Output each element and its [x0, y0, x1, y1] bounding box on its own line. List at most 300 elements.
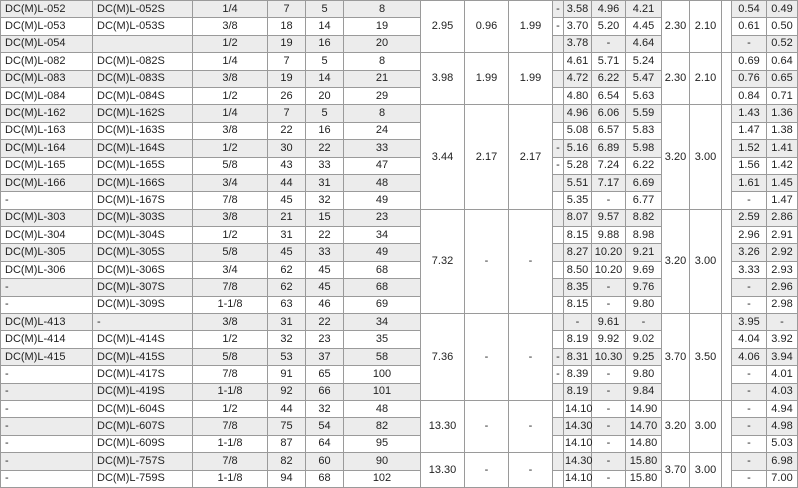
value-cell: 7.00	[767, 470, 798, 487]
value-cell: 87	[268, 435, 306, 452]
value-cell: -	[592, 418, 626, 435]
value-cell: 101	[344, 383, 421, 400]
dash-cell	[553, 331, 564, 348]
value-cell: 94	[268, 470, 306, 487]
value-cell: 68	[344, 261, 421, 278]
value-cell: 1.42	[767, 157, 798, 174]
table-row	[1, 400, 798, 417]
model-cell: DC(M)L-162	[1, 105, 93, 122]
value-cell: -	[732, 453, 767, 470]
value-cell: 0.71	[767, 87, 798, 104]
value-cell: 8.35	[564, 279, 592, 296]
value-cell: 62	[268, 279, 306, 296]
model-cell: DC(M)L-082	[1, 53, 93, 70]
value-cell: 65	[306, 366, 344, 383]
model-s-cell: DC(M)L-305S	[93, 244, 193, 261]
value-cell: 19	[268, 35, 306, 52]
value-cell: 1.52	[732, 140, 767, 157]
value-cell: 8	[344, 1, 421, 18]
value-cell: 9.57	[592, 209, 626, 226]
value-cell: 0.49	[767, 1, 798, 18]
value-cell: 3.70	[564, 18, 592, 35]
value-cell: -	[592, 296, 626, 313]
group-value-cell: -	[465, 400, 509, 452]
group-value-cell: -	[509, 453, 553, 488]
spacer-cell	[722, 105, 732, 209]
value-cell: 3.94	[767, 348, 798, 365]
model-s-cell: DC(M)L-084S	[93, 87, 193, 104]
model-s-cell: DC(M)L-303S	[93, 209, 193, 226]
value-cell: 68	[344, 279, 421, 296]
value-cell: 9.76	[626, 279, 662, 296]
dash-cell	[553, 453, 564, 470]
value-cell: 21	[268, 209, 306, 226]
value-cell: 5.63	[626, 87, 662, 104]
group-value-cell: 7.32	[421, 209, 465, 313]
value-cell: 0.64	[767, 53, 798, 70]
size-cell: 7/8	[193, 192, 268, 209]
value-cell: -	[626, 314, 662, 331]
model-cell: DC(M)L-166	[1, 174, 93, 191]
dash-cell: -	[553, 18, 564, 35]
model-cell: DC(M)L-053	[1, 18, 93, 35]
value-cell: -	[732, 366, 767, 383]
value-cell: 4.21	[626, 1, 662, 18]
value-cell: 4.96	[564, 105, 592, 122]
value-cell: 33	[306, 244, 344, 261]
spacer-cell	[722, 1, 732, 53]
model-s-cell: DC(M)L-166S	[93, 174, 193, 191]
value-cell: 4.45	[626, 18, 662, 35]
value-cell: 29	[344, 87, 421, 104]
model-s-cell: DC(M)L-304S	[93, 227, 193, 244]
value-cell: 66	[306, 383, 344, 400]
model-cell: -	[1, 383, 93, 400]
value-cell: 102	[344, 470, 421, 487]
model-s-cell: -	[93, 314, 193, 331]
group-value-cell: -	[465, 209, 509, 313]
value-cell: 1.47	[732, 122, 767, 139]
value-cell: 10.20	[592, 244, 626, 261]
group-value-cell: 1.99	[509, 53, 553, 105]
model-s-cell: DC(M)L-052S	[93, 1, 193, 18]
value-cell: 1.38	[767, 122, 798, 139]
model-s-cell: DC(M)L-757S	[93, 453, 193, 470]
dash-cell	[553, 244, 564, 261]
value-cell: 35	[344, 331, 421, 348]
value-cell: -	[592, 192, 626, 209]
value-cell: -	[592, 383, 626, 400]
group-value-cell: 3.70	[662, 453, 690, 488]
value-cell: 8	[344, 105, 421, 122]
group-value-cell: 1.99	[509, 1, 553, 53]
value-cell: 4.98	[767, 418, 798, 435]
group-value-cell: -	[509, 400, 553, 452]
value-cell: 45	[306, 279, 344, 296]
group-value-cell: -	[509, 209, 553, 313]
group-value-cell: 2.17	[509, 105, 553, 209]
value-cell: -	[732, 296, 767, 313]
group-value-cell: 2.95	[421, 1, 465, 53]
value-cell: 9.21	[626, 244, 662, 261]
value-cell: -	[732, 279, 767, 296]
model-s-cell: DC(M)L-759S	[93, 470, 193, 487]
group-value-cell: 2.10	[690, 53, 722, 105]
value-cell: 53	[268, 348, 306, 365]
value-cell: 16	[306, 122, 344, 139]
value-cell: 82	[344, 418, 421, 435]
value-cell: 4.94	[767, 400, 798, 417]
value-cell: 62	[268, 261, 306, 278]
value-cell: 14	[306, 18, 344, 35]
value-cell: 1.56	[732, 157, 767, 174]
value-cell: 1.41	[767, 140, 798, 157]
group-value-cell: 3.00	[690, 453, 722, 488]
value-cell: 8	[344, 53, 421, 70]
group-value-cell: 2.30	[662, 53, 690, 105]
spacer-cell	[722, 400, 732, 452]
model-s-cell: DC(M)L-083S	[93, 70, 193, 87]
value-cell: 1.36	[767, 105, 798, 122]
value-cell: 14.10	[564, 400, 592, 417]
value-cell: 23	[306, 331, 344, 348]
value-cell: 26	[268, 87, 306, 104]
size-cell: 1/4	[193, 53, 268, 70]
group-value-cell: 2.10	[690, 1, 722, 53]
dash-cell: -	[553, 348, 564, 365]
value-cell: 5.03	[767, 435, 798, 452]
value-cell: 48	[344, 400, 421, 417]
value-cell: 23	[344, 209, 421, 226]
value-cell: 8.50	[564, 261, 592, 278]
value-cell: -	[592, 35, 626, 52]
dash-cell	[553, 53, 564, 70]
value-cell: 5.24	[626, 53, 662, 70]
value-cell: 9.02	[626, 331, 662, 348]
value-cell: 60	[306, 453, 344, 470]
value-cell: 8.27	[564, 244, 592, 261]
value-cell: 0.50	[767, 18, 798, 35]
value-cell: 100	[344, 366, 421, 383]
dash-cell	[553, 435, 564, 452]
group-value-cell: 1.99	[465, 53, 509, 105]
size-cell: 1/4	[193, 1, 268, 18]
group-value-cell: 0.96	[465, 1, 509, 53]
value-cell: 5.71	[592, 53, 626, 70]
value-cell: 3.92	[767, 331, 798, 348]
spec-table-body	[1, 1, 798, 488]
value-cell: 30	[268, 140, 306, 157]
table-row	[1, 1, 798, 18]
value-cell: -	[592, 435, 626, 452]
value-cell: 0.54	[732, 1, 767, 18]
value-cell: 8.98	[626, 227, 662, 244]
value-cell: 32	[306, 400, 344, 417]
size-cell: 5/8	[193, 348, 268, 365]
value-cell: 0.65	[767, 70, 798, 87]
value-cell: 24	[344, 122, 421, 139]
dash-cell	[553, 261, 564, 278]
table-row	[1, 209, 798, 226]
value-cell: 45	[268, 192, 306, 209]
group-value-cell: 3.20	[662, 400, 690, 452]
value-cell: 18	[268, 18, 306, 35]
value-cell: 64	[306, 435, 344, 452]
spacer-cell	[722, 53, 732, 105]
model-s-cell: DC(M)L-165S	[93, 157, 193, 174]
group-value-cell: 13.30	[421, 453, 465, 488]
value-cell: 2.92	[767, 244, 798, 261]
value-cell: 14	[306, 70, 344, 87]
model-cell: DC(M)L-303	[1, 209, 93, 226]
value-cell: 37	[306, 348, 344, 365]
value-cell: 5.28	[564, 157, 592, 174]
size-cell: 1-1/8	[193, 470, 268, 487]
model-cell: DC(M)L-163	[1, 122, 93, 139]
value-cell: -	[732, 383, 767, 400]
model-cell: DC(M)L-164	[1, 140, 93, 157]
model-cell: DC(M)L-306	[1, 261, 93, 278]
value-cell: -	[732, 400, 767, 417]
value-cell: 2.91	[767, 227, 798, 244]
size-cell: 7/8	[193, 366, 268, 383]
value-cell: -	[732, 435, 767, 452]
value-cell: -	[732, 35, 767, 52]
value-cell: 82	[268, 453, 306, 470]
model-s-cell: DC(M)L-309S	[93, 296, 193, 313]
value-cell: 1.47	[767, 192, 798, 209]
value-cell: 31	[306, 174, 344, 191]
value-cell: 8.82	[626, 209, 662, 226]
value-cell: -	[592, 400, 626, 417]
value-cell: 3.58	[564, 1, 592, 18]
value-cell: 9.80	[626, 296, 662, 313]
value-cell: -	[732, 470, 767, 487]
size-cell: 5/8	[193, 157, 268, 174]
value-cell: 2.96	[767, 279, 798, 296]
value-cell: 3.33	[732, 261, 767, 278]
group-value-cell: 13.30	[421, 400, 465, 452]
value-cell: 0.69	[732, 53, 767, 70]
dash-cell	[553, 400, 564, 417]
value-cell: 8.19	[564, 331, 592, 348]
value-cell: 1.61	[732, 174, 767, 191]
dash-cell	[553, 174, 564, 191]
model-s-cell: DC(M)L-419S	[93, 383, 193, 400]
model-s-cell: DC(M)L-414S	[93, 331, 193, 348]
value-cell: 5.51	[564, 174, 592, 191]
dash-cell	[553, 122, 564, 139]
value-cell: 4.04	[732, 331, 767, 348]
value-cell: 6.22	[626, 157, 662, 174]
value-cell: 5.59	[626, 105, 662, 122]
model-s-cell: DC(M)L-167S	[93, 192, 193, 209]
value-cell: 69	[344, 296, 421, 313]
model-s-cell: DC(M)L-604S	[93, 400, 193, 417]
model-cell: DC(M)L-165	[1, 157, 93, 174]
spacer-cell	[722, 453, 732, 488]
value-cell: 6.54	[592, 87, 626, 104]
dash-cell	[553, 418, 564, 435]
value-cell: 1.43	[732, 105, 767, 122]
model-cell: -	[1, 366, 93, 383]
size-cell: 1-1/8	[193, 296, 268, 313]
value-cell: 6.89	[592, 140, 626, 157]
dash-cell	[553, 279, 564, 296]
dash-cell	[553, 35, 564, 52]
model-s-cell: DC(M)L-307S	[93, 279, 193, 296]
model-s-cell: DC(M)L-306S	[93, 261, 193, 278]
model-cell: -	[1, 192, 93, 209]
value-cell: 15.80	[626, 453, 662, 470]
value-cell: 44	[268, 174, 306, 191]
value-cell: 7.17	[592, 174, 626, 191]
value-cell: 2.98	[767, 296, 798, 313]
dash-cell	[553, 192, 564, 209]
model-s-cell: DC(M)L-082S	[93, 53, 193, 70]
dash-cell: -	[553, 366, 564, 383]
group-value-cell: 3.00	[690, 400, 722, 452]
model-cell: DC(M)L-304	[1, 227, 93, 244]
group-value-cell: 3.20	[662, 209, 690, 313]
value-cell: 8.19	[564, 383, 592, 400]
value-cell: 7	[268, 105, 306, 122]
dash-cell	[553, 314, 564, 331]
value-cell: 14.10	[564, 435, 592, 452]
value-cell: 3.95	[732, 314, 767, 331]
value-cell: 9.25	[626, 348, 662, 365]
group-value-cell: 3.00	[690, 209, 722, 313]
value-cell: -	[592, 279, 626, 296]
model-cell: -	[1, 470, 93, 487]
dash-cell	[553, 209, 564, 226]
value-cell: 34	[344, 314, 421, 331]
size-cell: 3/8	[193, 18, 268, 35]
model-cell: -	[1, 296, 93, 313]
value-cell: 1.45	[767, 174, 798, 191]
group-value-cell: 3.20	[662, 105, 690, 209]
size-cell: 1-1/8	[193, 435, 268, 452]
value-cell: 14.30	[564, 418, 592, 435]
value-cell: 31	[268, 227, 306, 244]
value-cell: 22	[306, 227, 344, 244]
value-cell: 6.98	[767, 453, 798, 470]
value-cell: 0.61	[732, 18, 767, 35]
value-cell: 20	[344, 35, 421, 52]
value-cell: 32	[268, 331, 306, 348]
value-cell: 5	[306, 105, 344, 122]
value-cell: 8.15	[564, 296, 592, 313]
model-cell: DC(M)L-054	[1, 35, 93, 52]
model-cell: DC(M)L-084	[1, 87, 93, 104]
size-cell: 1/2	[193, 140, 268, 157]
dash-cell	[553, 470, 564, 487]
value-cell: 5.35	[564, 192, 592, 209]
size-cell: 7/8	[193, 279, 268, 296]
value-cell: 2.86	[767, 209, 798, 226]
value-cell: 15	[306, 209, 344, 226]
value-cell: 43	[268, 157, 306, 174]
value-cell: 8.31	[564, 348, 592, 365]
value-cell: 49	[344, 192, 421, 209]
value-cell: 15.80	[626, 470, 662, 487]
value-cell: 6.22	[592, 70, 626, 87]
dash-cell	[553, 383, 564, 400]
value-cell: 92	[268, 383, 306, 400]
group-value-cell: 7.36	[421, 314, 465, 401]
spacer-cell	[722, 209, 732, 313]
table-row	[1, 314, 798, 331]
value-cell: 5	[306, 1, 344, 18]
value-cell: 4.72	[564, 70, 592, 87]
value-cell: 5.83	[626, 122, 662, 139]
size-cell: 3/4	[193, 261, 268, 278]
model-cell: -	[1, 279, 93, 296]
model-cell: -	[1, 418, 93, 435]
value-cell: 5.98	[626, 140, 662, 157]
value-cell: 22	[268, 122, 306, 139]
value-cell: -	[592, 470, 626, 487]
model-cell: -	[1, 435, 93, 452]
value-cell: 22	[306, 140, 344, 157]
group-value-cell: 3.00	[690, 105, 722, 209]
size-cell: 1/2	[193, 87, 268, 104]
value-cell: 45	[268, 244, 306, 261]
model-s-cell	[93, 35, 193, 52]
model-s-cell: DC(M)L-609S	[93, 435, 193, 452]
value-cell: 75	[268, 418, 306, 435]
value-cell: 47	[344, 157, 421, 174]
value-cell: 14.30	[564, 453, 592, 470]
value-cell: 14.90	[626, 400, 662, 417]
value-cell: -	[732, 192, 767, 209]
value-cell: 68	[306, 470, 344, 487]
value-cell: 5.20	[592, 18, 626, 35]
value-cell: 91	[268, 366, 306, 383]
dash-cell	[553, 227, 564, 244]
value-cell: 54	[306, 418, 344, 435]
size-cell: 3/8	[193, 209, 268, 226]
size-cell: 1/2	[193, 35, 268, 52]
model-s-cell: DC(M)L-607S	[93, 418, 193, 435]
value-cell: 6.69	[626, 174, 662, 191]
size-cell: 1/2	[193, 331, 268, 348]
value-cell: -	[592, 453, 626, 470]
size-cell: 3/8	[193, 314, 268, 331]
value-cell: 19	[344, 18, 421, 35]
dash-cell	[553, 296, 564, 313]
value-cell: 63	[268, 296, 306, 313]
table-row	[1, 453, 798, 470]
value-cell: 9.80	[626, 366, 662, 383]
dash-cell: -	[553, 157, 564, 174]
model-cell: -	[1, 453, 93, 470]
model-s-cell: DC(M)L-417S	[93, 366, 193, 383]
value-cell: 10.30	[592, 348, 626, 365]
value-cell: 6.57	[592, 122, 626, 139]
value-cell: 2.96	[732, 227, 767, 244]
value-cell: 5.16	[564, 140, 592, 157]
value-cell: 19	[268, 70, 306, 87]
value-cell: 2.93	[767, 261, 798, 278]
value-cell: 5.47	[626, 70, 662, 87]
value-cell: 33	[306, 157, 344, 174]
value-cell: 4.96	[592, 1, 626, 18]
value-cell: 9.92	[592, 331, 626, 348]
table-row	[1, 105, 798, 122]
model-s-cell: DC(M)L-053S	[93, 18, 193, 35]
size-cell: 1/4	[193, 105, 268, 122]
